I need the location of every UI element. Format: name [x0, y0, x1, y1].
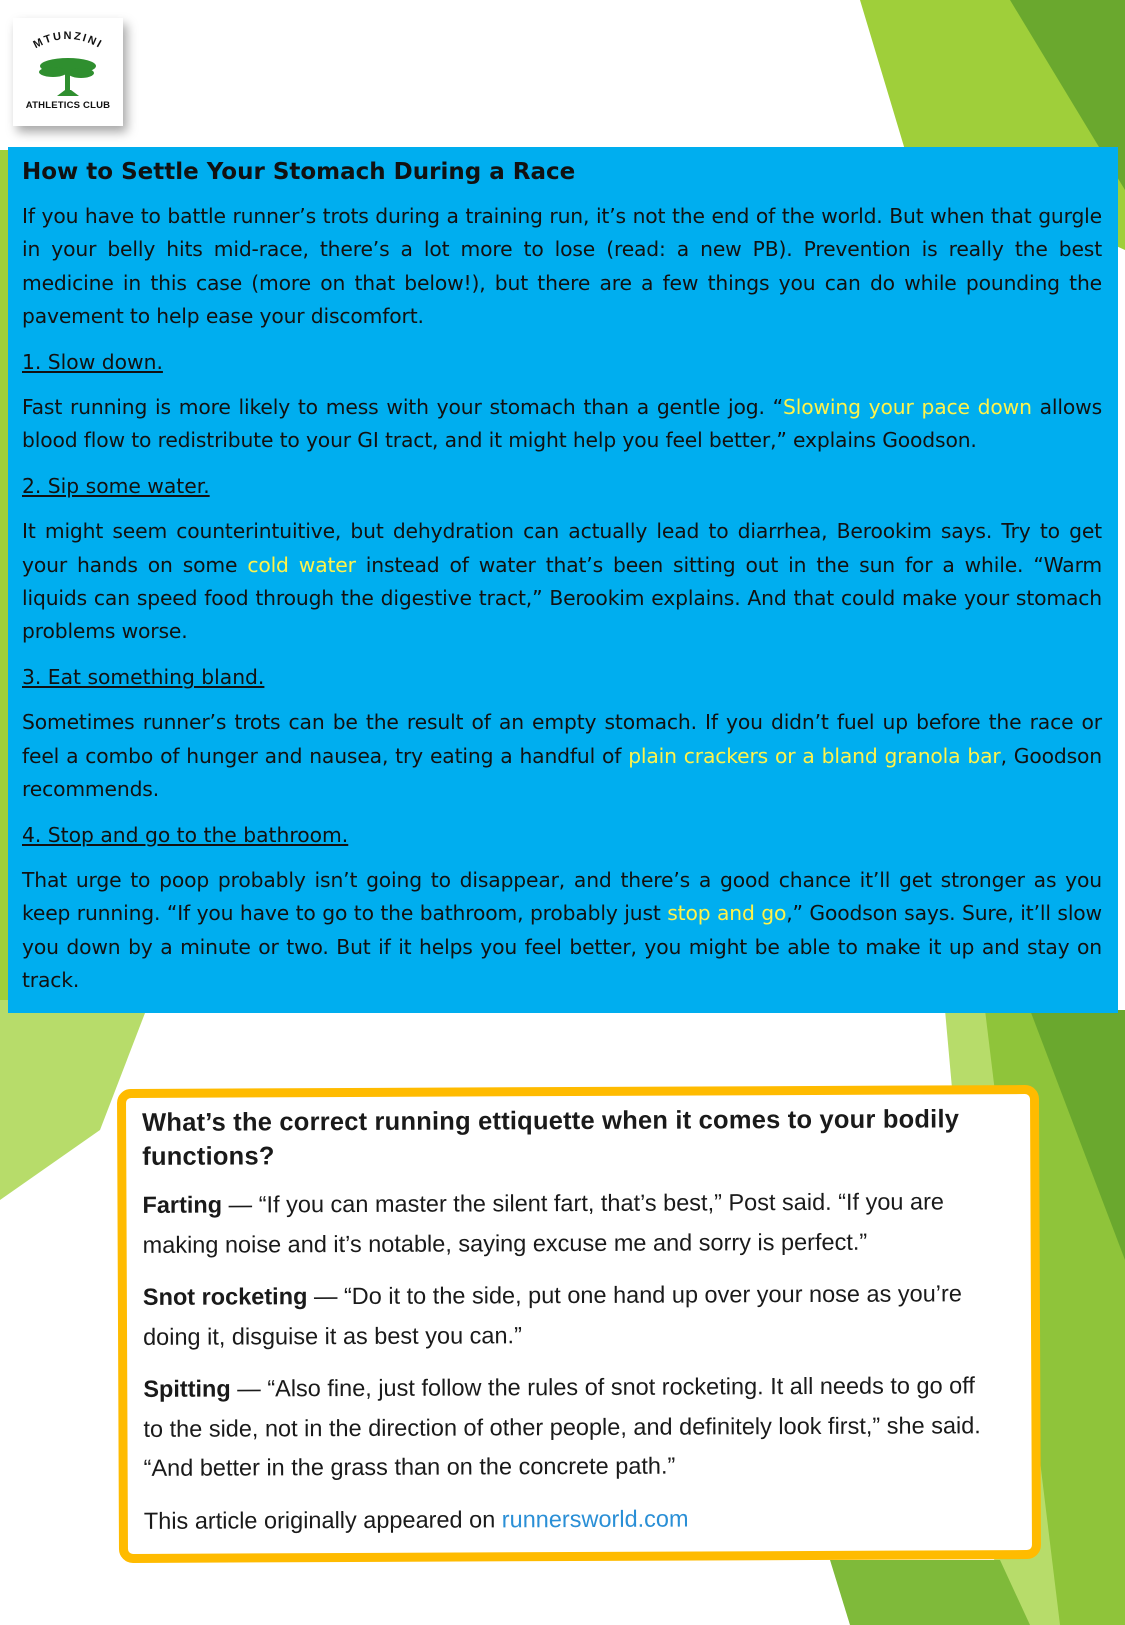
tip-heading-slow-down: 1. Slow down. [22, 349, 163, 374]
etiquette-title: What’s the correct running ettiquette when it comes to your bodily functions? [142, 1105, 960, 1171]
club-logo [13, 18, 123, 126]
highlighted-phrase: Slowing your pace down [783, 395, 1032, 420]
article-panel [8, 147, 1118, 1013]
article-body [22, 157, 1102, 1010]
svg-text:MTUNZINI [31, 30, 104, 51]
tip-text-part: ,” Goodson says. Sure, it’ll slow you down by a minute or two. But if it helps you feel better, you might be able to make it up and stay on track. [22, 901, 1102, 993]
tip-text-bathroom [22, 864, 1102, 998]
tip-text-part: , Goodson recommends. [22, 743, 1102, 802]
article-intro: If you have to battle runner’s trots during a training run, it’s not the end of the world. But when that gurgle in your belly hits mid-race, there’s a lot more to lose (read: a new PB). Prevention is really the best medicine in this case (more on that below!), but there are a few things you can do while pounding the pavement to help ease your discomfort. [22, 204, 1102, 329]
etiquette-content [142, 1102, 994, 1554]
highlighted-phrase: plain crackers or a bland granola bar [628, 743, 1001, 768]
source-line [144, 1498, 994, 1541]
tip-text-part: allows blood flow to redistribute to your GI tract, and it might help you feel better,” explains Goodson. [22, 395, 1102, 453]
etiquette-text: — “If you can master the silent fart, that’s best,” Post said. “If you are making noise and it’s notable, saying excuse me and sorry is perfect.” [142, 1188, 945, 1258]
etiquette-text: — “Do it to the side, put one hand up over your nose as you’re doing it, disguise it as best you can.” [142, 1280, 962, 1350]
etiquette-term: Farting [142, 1191, 223, 1218]
tip-text-sip-water [22, 515, 1102, 649]
tip-heading-bathroom: 4. Stop and go to the bathroom. [22, 822, 349, 847]
tip-text-part: It might seem counterintuitive, but dehydration can actually lead to diarrhea, Berookim says. Try to get your hands on some [22, 519, 1102, 577]
etiquette-term: Spitting [143, 1375, 231, 1402]
source-prefix: This article originally appeared on [143, 1505, 502, 1534]
tip-text-eat-bland [22, 706, 1102, 806]
highlighted-phrase: cold water [247, 552, 356, 577]
source-link[interactable]: runnersworld.com [501, 1505, 689, 1532]
etiquette-text: — “Also fine, just follow the rules of snot rocketing. It all needs to go off to the side, not in the direction of other people, and definitely look first,” she said. “And better in the grass than on the concrete path.” [143, 1372, 981, 1481]
tip-text-part: That urge to poop probably isn’t going to disappear, and there’s a good chance it’ll get stronger as you keep running. “If you have to go to the bathroom, probably just [22, 867, 1102, 926]
tip-heading-sip-water: 2. Sip some water. [22, 473, 210, 498]
article-title: How to Settle Your Stomach During a Race [22, 159, 576, 185]
etiquette-box [117, 1085, 1041, 1563]
etiquette-item-snot-rocketing [143, 1274, 993, 1357]
etiquette-term: Snot rocketing [142, 1283, 308, 1310]
logo-subtitle: ATHLETICS CLUB [25, 100, 111, 111]
highlighted-phrase: stop and go [667, 901, 787, 926]
tip-text-part: Sometimes runner’s trots can be the result of an empty stomach. If you didn’t fuel up before the race or feel a combo of hunger and nausea, try eating a handful of [22, 710, 1102, 768]
tip-heading-eat-bland: 3. Eat something bland. [22, 664, 265, 689]
etiquette-item-spitting [143, 1366, 994, 1488]
tip-text-slow-down [22, 391, 1102, 458]
etiquette-item-farting [142, 1182, 992, 1265]
logo-arc-text: MTUNZINI [31, 29, 105, 52]
tip-text-part: instead of water that’s been sitting out in the sun for a while. “Warm liquids can speed food through the digestive tract,” Berookim explains. And that could make your stomach problems worse. [22, 552, 1103, 644]
tip-text-part: Fast running is more likely to mess with your stomach than a gentle jog. “ [22, 395, 783, 420]
